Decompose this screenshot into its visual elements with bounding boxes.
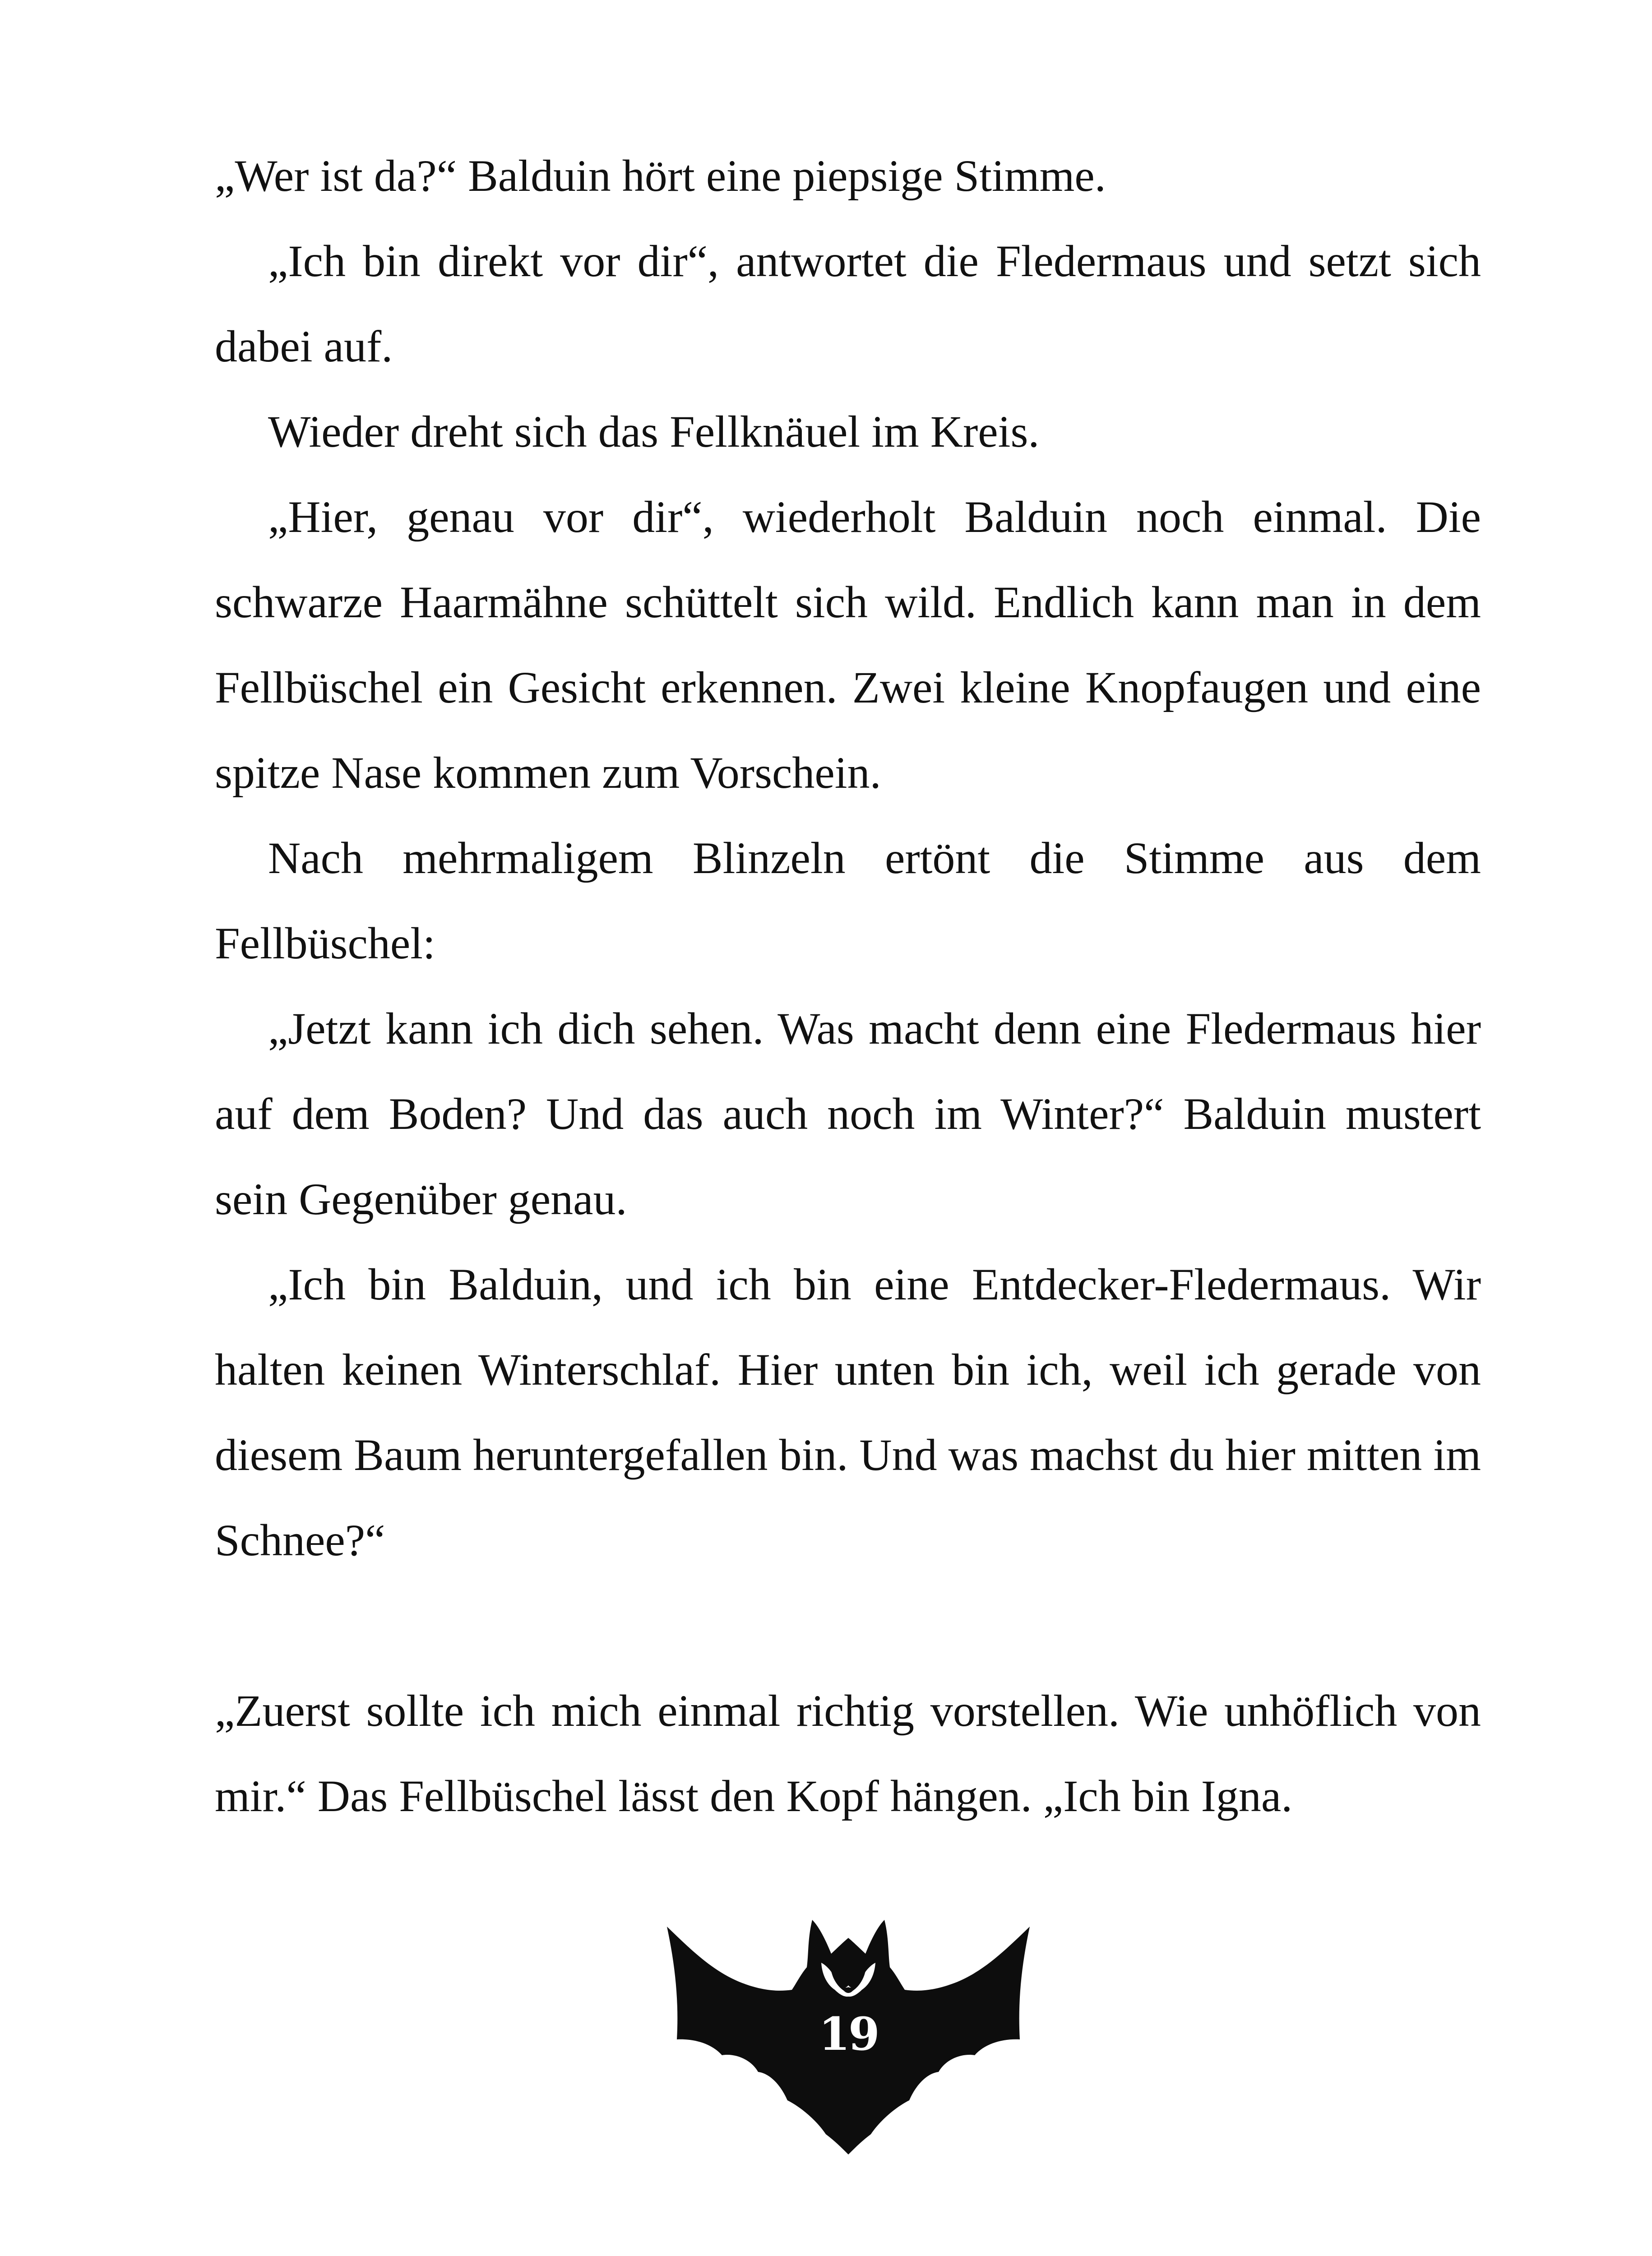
paragraph: „Wer ist da?“ Balduin hört eine piepsige Stimme. — [215, 151, 1106, 201]
page-number-badge — [663, 1895, 1033, 2157]
paragraph: Wieder dreht sich das Fellknäuel im Kreis. — [268, 407, 1040, 457]
paragraph: „Ich bin Balduin, und ich bin eine Entdecker-Fledermaus. Wir halten keinen Winterschlaf. Hier unten bin ich, weil ich gerade von diesem Baum heruntergefallen bin. Und was machst du hier mitten im Schnee?“ — [215, 1259, 1481, 1565]
paragraph: „Ich bin direkt vor dir“, antwortet die Fledermaus und setzt sich dabei auf. — [215, 236, 1481, 371]
paragraph: „Zuerst sollte ich mich einmal richtig vorstellen. Wie unhöflich von mir.“ Das Fellbüschel lässt den Kopf hängen. „Ich bin Igna. — [215, 1686, 1481, 1821]
paragraph: Nach mehrmaligem Blinzeln ertönt die Stimme aus dem Fellbüschel: — [215, 833, 1481, 968]
page-number: 19 — [819, 2007, 878, 2061]
body-text — [215, 133, 1481, 1839]
paragraph: „Hier, genau vor dir“, wiederholt Balduin noch einmal. Die schwarze Haarmähne schüttelt sich wild. Endlich kann man in dem Fellbüschel ein Gesicht erkennen. Zwei kleine Knopfaugen und eine spitze Nase kommen zum Vorschein. — [215, 492, 1481, 798]
paragraph: „Jetzt kann ich dich sehen. Was macht denn eine Fledermaus hier auf dem Boden? Und das auch noch im Winter?“ Balduin mustert sein Gegenüber genau. — [215, 1003, 1481, 1224]
